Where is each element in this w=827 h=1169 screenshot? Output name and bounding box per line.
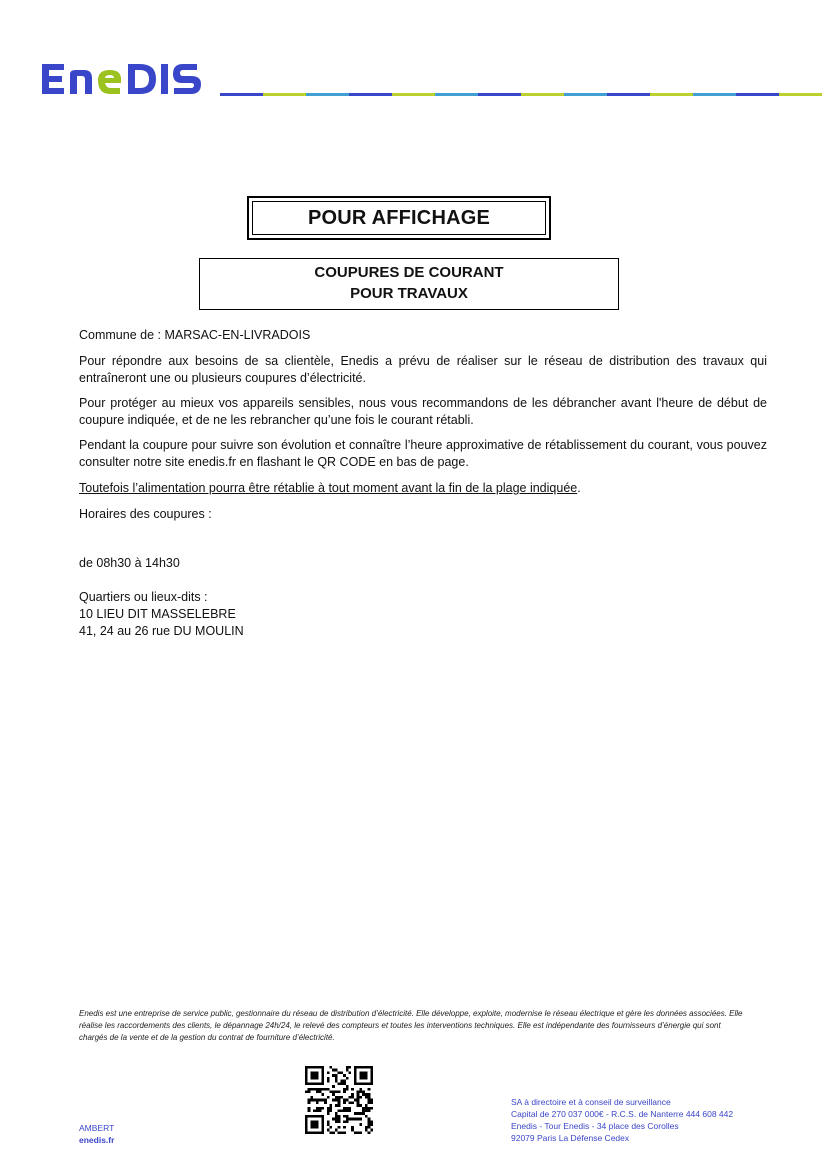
paragraph-protection: Pour protéger au mieux vos appareils sensibles, nous vous recommandons de les débrancher avant l'heure de début de coupure indiquée, et de ne les rebrancher qu’une fois le courant rétabli. xyxy=(79,396,767,427)
paragraph-clientele: Pour répondre aux besoins de sa clientèle, Enedis a prévu de réaliser sur le réseau de distribution des travaux qui entraîneront une ou plusieurs coupures d’électricité. xyxy=(79,354,767,385)
stripe-segment xyxy=(736,93,779,96)
stripe-segment xyxy=(349,93,392,96)
quartiers-label: Quartiers ou lieux-dits : xyxy=(79,590,208,604)
warning-text: Toutefois l’alimentation pourra être rétablie à tout moment avant la fin de la plage indiquée xyxy=(79,481,578,495)
company-info xyxy=(511,1096,733,1144)
commune-line: Commune de : MARSAC-EN-LIVRADOIS xyxy=(79,328,311,342)
stripe-segment xyxy=(392,93,435,96)
legal-notice: Enedis est une entreprise de service public, gestionnaire du réseau de distribution d’électricité. Elle développe, exploite, modernise le réseau électrique et gère les données associées. Elle réalise les raccordements des clients, le dépannage 24h/24, le relevé des compteurs et toutes les interventions techniques. Elle est indépendante des fournisseurs d’énergie qui sont chargés de la vente et de la gestion du contrat de fourniture d’électricité. xyxy=(79,1009,743,1042)
company-line: Capital de 270 037 000€ - R.C.S. de Nanterre 444 608 442 xyxy=(511,1109,734,1119)
stripe-segment xyxy=(521,93,564,96)
horaires-label: Horaires des coupures : xyxy=(79,507,212,521)
header-stripe xyxy=(220,93,822,96)
company-line: Enedis - Tour Enedis - 34 place des Corolles xyxy=(511,1121,679,1131)
qr-code-icon xyxy=(305,1066,373,1134)
lieu-item: 10 LIEU DIT MASSELEBRE xyxy=(79,607,236,621)
stripe-segment xyxy=(607,93,650,96)
qr-code[interactable] xyxy=(305,1066,373,1134)
coupures-title-line1: COUPURES DE COURANT xyxy=(314,264,504,281)
stripe-segment xyxy=(650,93,693,96)
stripe-segment xyxy=(564,93,607,96)
enedis-logo xyxy=(40,58,216,100)
paragraph-suivi: Pendant la coupure pour suivre son évolution et connaître l’heure approximative de rétablissement du courant, vous pouvez consulter notre site enedis.fr en flashant le QR CODE en bas de page. xyxy=(79,438,767,469)
warning-line xyxy=(79,480,767,497)
pour-affichage-inner-border xyxy=(252,201,546,235)
stripe-segment xyxy=(779,93,822,96)
company-line: SA à directoire et à conseil de surveillance xyxy=(511,1097,671,1107)
stripe-segment xyxy=(306,93,349,96)
warning-period: . xyxy=(577,481,581,495)
pour-affichage-box xyxy=(247,196,551,240)
coupures-title-box xyxy=(199,258,619,310)
pour-affichage-label: POUR AFFICHAGE xyxy=(307,206,491,229)
coupures-title-line2: POUR TRAVAUX xyxy=(350,285,468,302)
company-line: 92079 Paris La Défense Cedex xyxy=(511,1133,630,1143)
horaire-value: de 08h30 à 14h30 xyxy=(79,556,180,570)
enedis-logo-icon xyxy=(40,58,216,100)
stripe-segment xyxy=(435,93,478,96)
stripe-segment xyxy=(263,93,306,96)
site-link[interactable]: enedis.fr xyxy=(79,1135,115,1145)
lieu-item: 41, 24 au 26 rue DU MOULIN xyxy=(79,624,244,638)
stripe-segment xyxy=(478,93,521,96)
stripe-segment xyxy=(220,93,263,96)
stripe-segment xyxy=(693,93,736,96)
city-label: AMBERT xyxy=(79,1123,115,1133)
